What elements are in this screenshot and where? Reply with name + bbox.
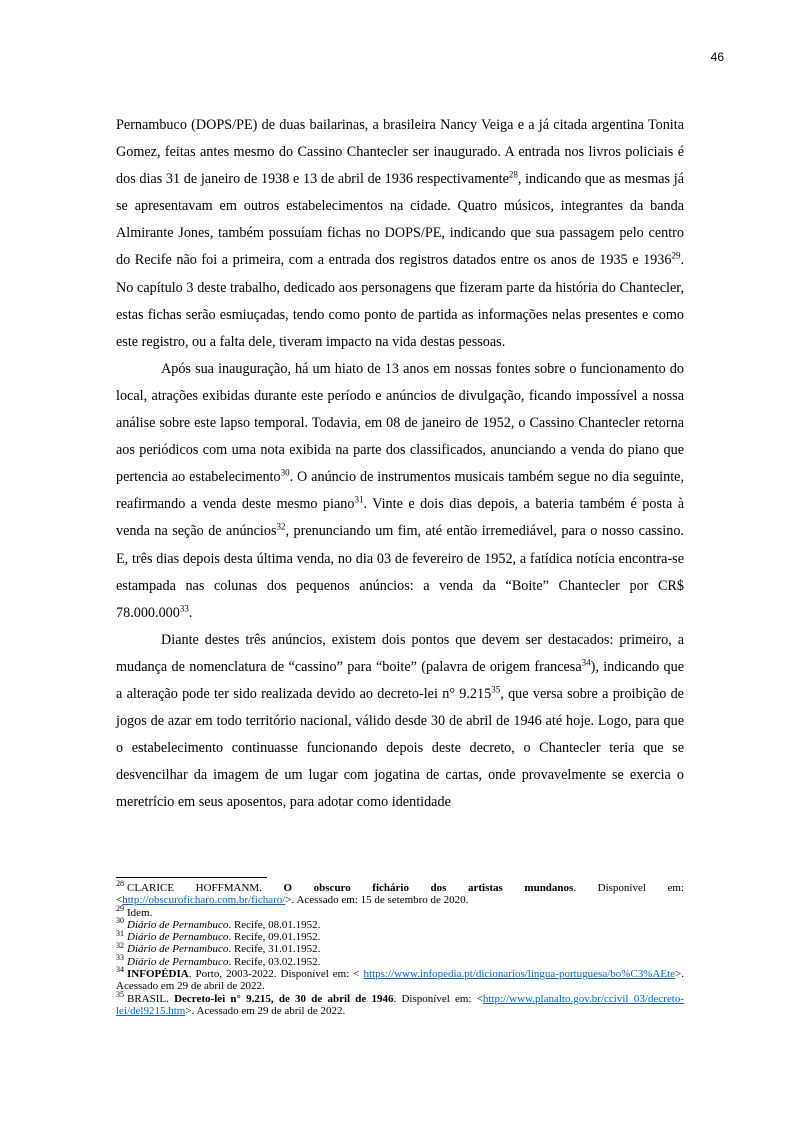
paragraph-1: Pernambuco (DOPS/PE) de duas bailarinas, a brasileira Nancy Veiga e a já citada argentina Tonita Gomez, feitas antes mesmo do Cassino Chantecler ser inaugurado. A entrada nos livros policiais é dos dias 31 de janeiro de 1938 e 13 de abril de 1936 respectivamente$^{28}$, indicando que as mesmas já se apresentavam em outros estabelecimentos na cidade. Quatro músicos, integrantes da banda Almirante Jones, também possuíam fichas no DOPS/PE, indicando que sua passagem pelo centro do Recife não foi a primeira, com a entrada dos registros datados entre os anos de 1935 e 1936$^{29}$. No capítulo 3 deste trabalho, dedicado aos personagens que fizeram parte da história do Chantecler, estas fichas serão esmiuçadas, tendo como ponto de partida as informações nelas presentes e como este registro, ou a falta dele, tiveram impacto na vida destas pessoas. [116,117,684,350]
footnote-ref-33[interactable]: 33 [179,602,189,613]
footnote-ref-29[interactable]: 29 [671,250,681,261]
body-text [116,112,684,816]
footnote-33: $^{33}$ Diário de Pernambuco. Recife, 03.02.1952. [116,953,321,968]
paragraph-3: Diante destes três anúncios, existem dois pontos que devem ser destacados: primeiro, a mudança de nomenclatura de “cassino” para “boite” (palavra de origem francesa$^{34}$), indicando que a alteração pode ter sido realizada devido ao decreto-lei n° 9.215$^{35}$, que versa sobre a proibição de jogos de azar em todo território nacional, válido desde 30 de abril de 1946 até hoje. Logo, para que o estabelecimento continuasse funcionando depois deste decreto, o Chantecler teria que se desvencilhar da imagem de um lugar com jogatina de cartas, onde provavelmente se exercia o meretrício em seus aposentos, para adotar como identidade [116,631,685,811]
footnote-29: $^{29}$ Idem. [116,903,153,919]
footnote-32: $^{32}$ Diário de Pernambuco. Recife, 31.01.1952. [116,940,321,956]
footnote-ref-35[interactable]: 35 [491,684,501,695]
footnote-ref-28[interactable]: 28 [508,169,518,180]
footnote-31: $^{31}$ Diário de Pernambuco. Recife, 09.01.1952. [116,928,321,944]
footnote-28-link[interactable]: http://obscuroficharo.com.br/ficharo/ [122,894,286,907]
footnote-divider [116,877,267,878]
footnote-ref-31[interactable]: 31 [354,494,364,505]
footnote-ref-32[interactable]: 32 [276,521,286,532]
footnote-ref-30[interactable]: 30 [280,467,290,478]
footnote-35-link[interactable]: http://www.planalto.gov.br/ccivil_03/decreto-lei/del9215.htm [116,992,685,1017]
footnote-ref-34[interactable]: 34 [581,657,591,668]
footnote-34: $^{34}$ INFOPÉDIA. Porto, 2003-2022. Disponível em: < https://www.infopedia.pt/dicionarios/lingua-portuguesa/bo%C3%AEte>. Acessado em 29 de abril de 2022. [116,965,684,993]
footnote-34-link[interactable]: https://www.infopedia.pt/dicionarios/lingua-portuguesa/bo%C3%AEte [363,968,676,981]
footnotes [116,879,685,1017]
footnote-30: $^{30}$ Diário de Pernambuco. Recife, 08.01.1952. [116,916,321,931]
paragraph-2: Após sua inauguração, há um hiato de 13 anos em nossas fontes sobre o funcionamento do local, atrações exibidas durante este período e anúncios de divulgação, ficando impossível a nossa análise sobre este lapso temporal. Todavia, em 08 de janeiro de 1952, o Cassino Chantecler retorna aos periódicos com uma nota exibida na parte dos classificados, anunciando a venda do piano que pertencia ao estabelecimento$^{30}$. O anúncio de instrumentos musicais também segue no dia seguinte, reafirmando a venda deste mesmo piano$^{31}$. Vinte e dois dias depois, a bateria também é posta à venda na seção de anúncios$^{32}$, prenunciando um fim, até então irremediável, para o nosso cassino. E, três dias depois desta última venda, no dia 03 de fevereiro de 1952, a fatídica notícia encontra-se estampada nas colunas dos pequenos anúncios: a venda da “Boite” Chantecler por CR$ 78.000.000$^{33}$. [116,360,684,621]
footnote-35: $^{35}$ BRASIL. Decreto-lei n° 9.215, de 30 de abril de 1946. Disponível em: <http://www.planalto.gov.br/ccivil_03/decreto-lei/del9215.htm>. Acessado em 29 de abril de 2022. [116,990,685,1017]
footnote-28: $^{28}$ CLARICE HOFFMANM. O obscuro fichário dos artistas mundanos. Disponível em: <http://obscuroficharo.com.br/ficharo/>. Acessado em: 15 de setembro de 2020. [116,879,684,907]
page-number: 46 [710,50,724,64]
